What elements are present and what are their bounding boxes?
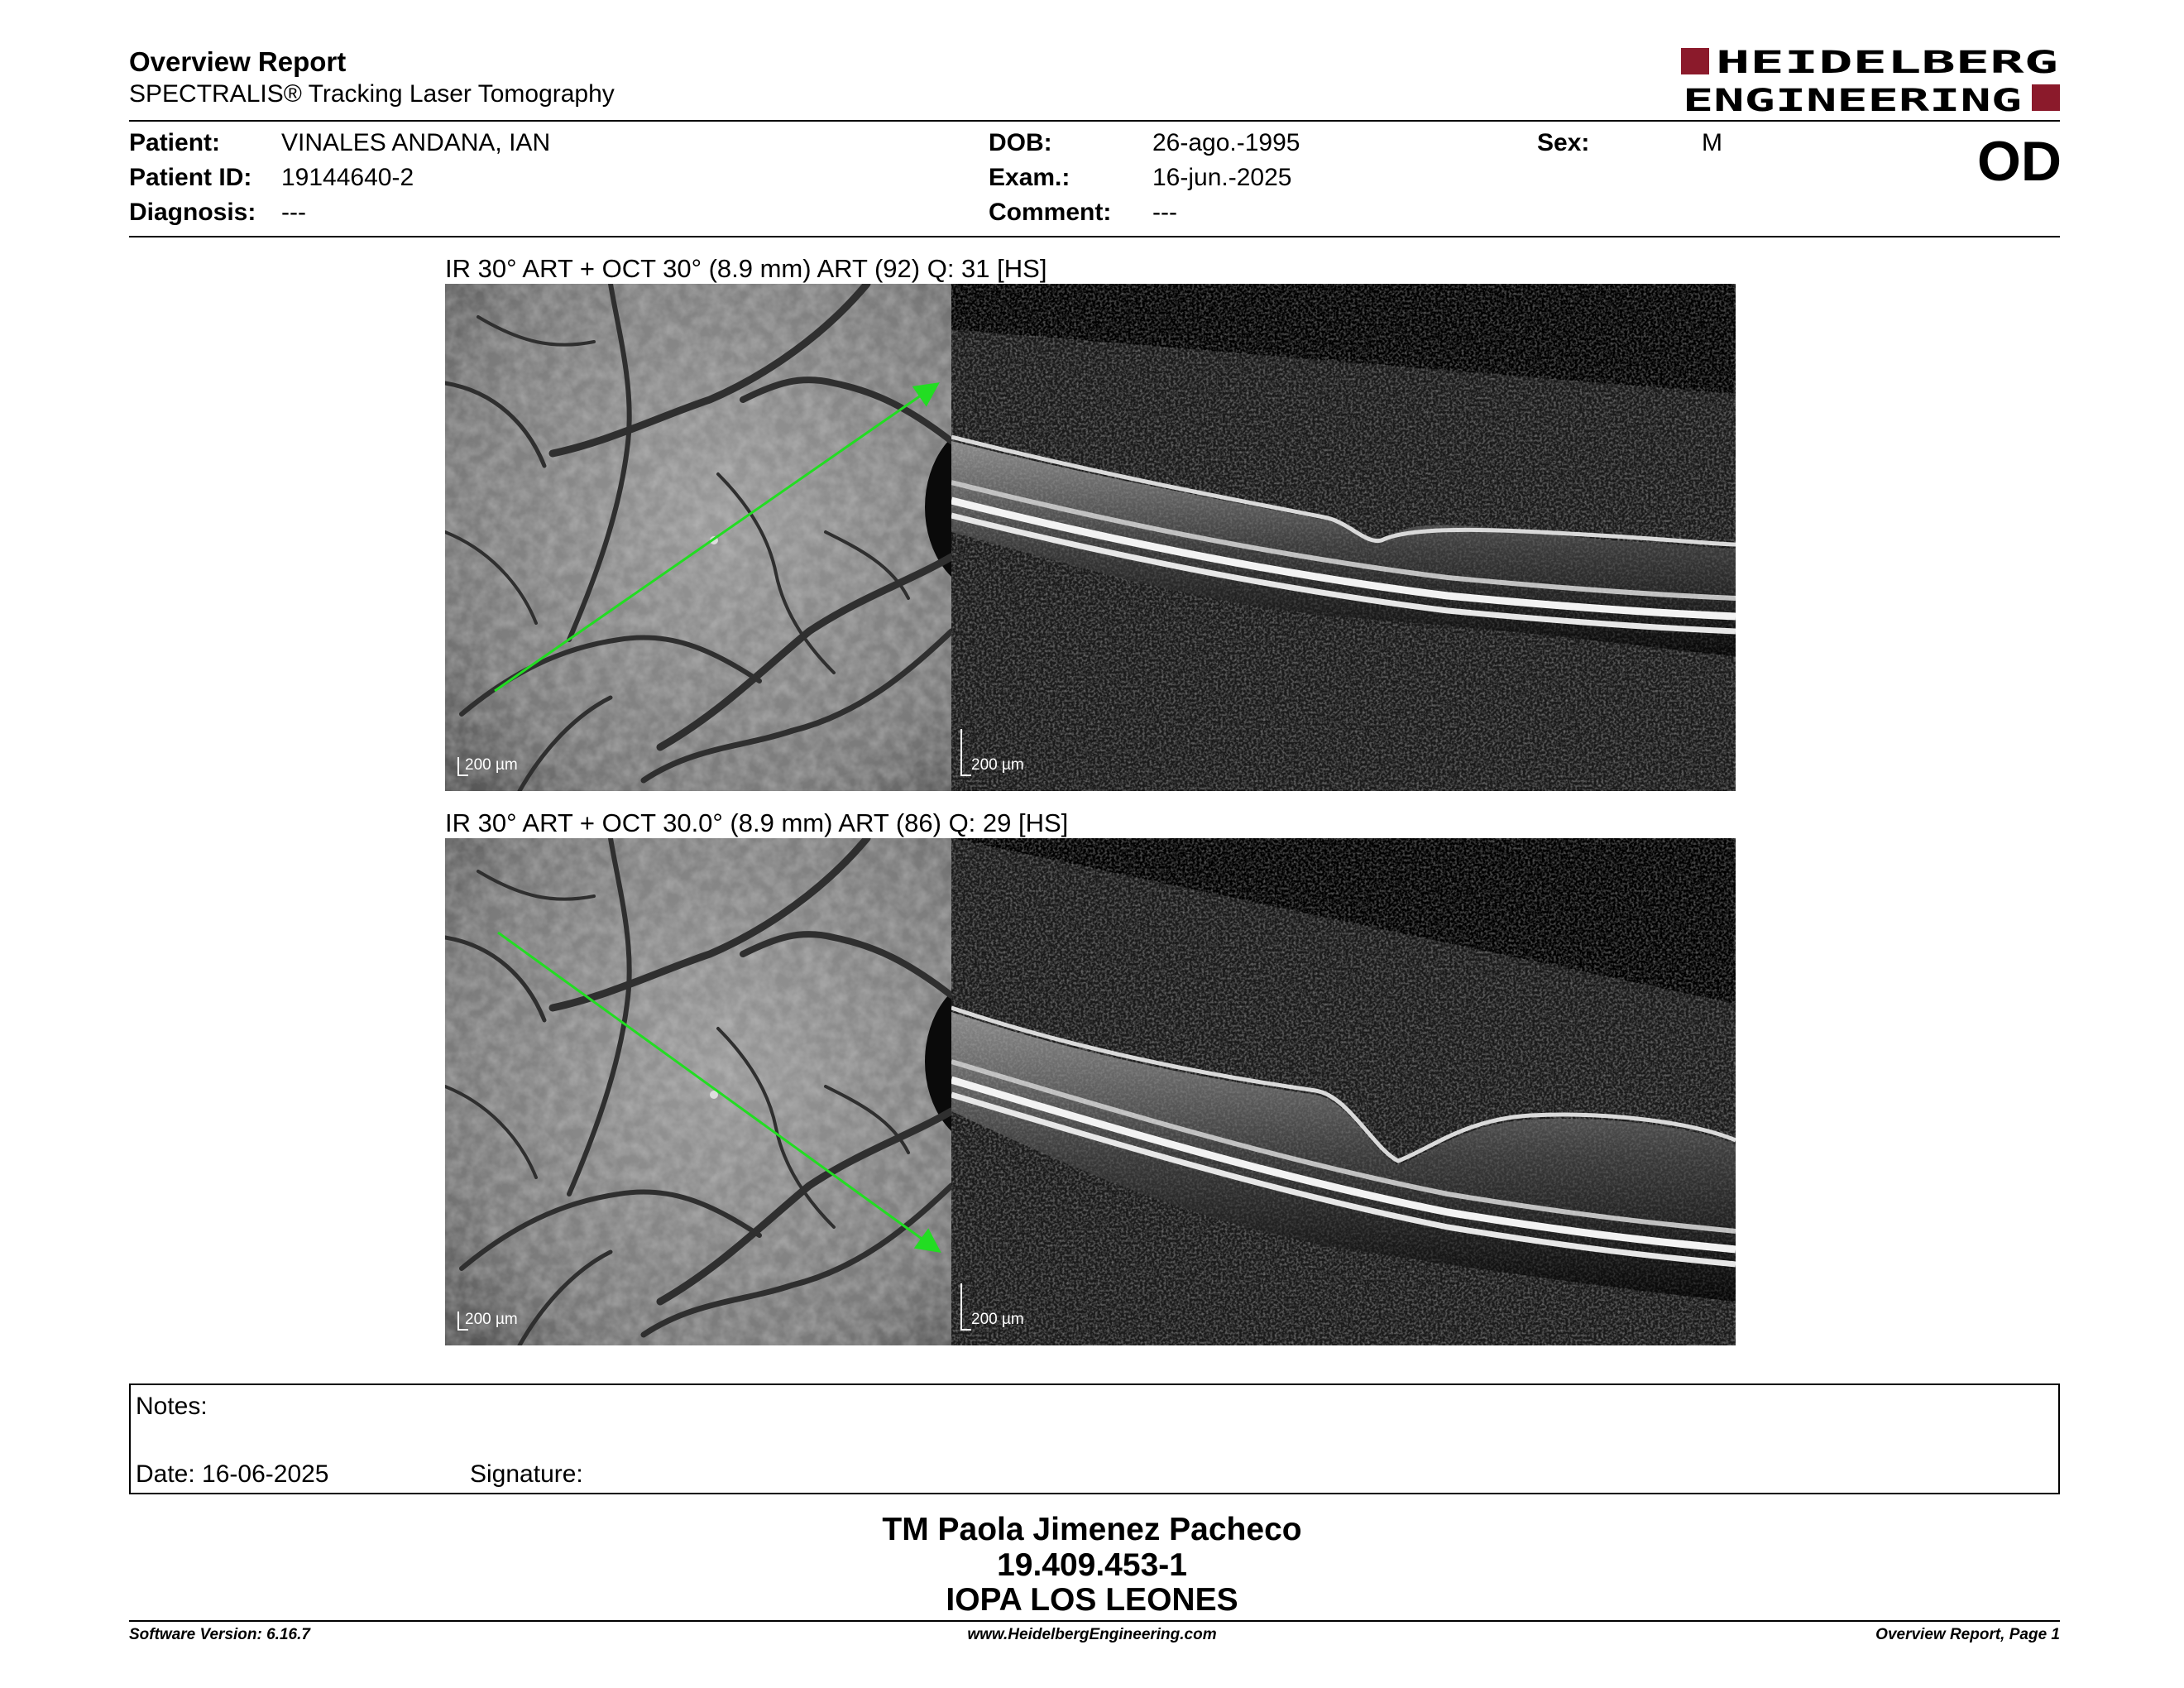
info-divider bbox=[129, 236, 2060, 237]
page-indicator: Overview Report, Page 1 bbox=[1875, 1626, 2060, 1643]
exam-label: Exam.: bbox=[989, 164, 1070, 191]
patient-id-label: Patient ID: bbox=[129, 164, 252, 191]
scan-1-oct-scale: 200 µm bbox=[971, 756, 1024, 774]
signer-rut: 19.409.453-1 bbox=[997, 1547, 1187, 1583]
eye-indicator: OD bbox=[1977, 130, 2062, 193]
diagnosis-label: Diagnosis: bbox=[129, 199, 256, 226]
comment-label: Comment: bbox=[989, 199, 1112, 226]
scan-1-fundus-scale: 200 µm bbox=[465, 756, 518, 774]
signer-name: TM Paola Jimenez Pacheco bbox=[882, 1512, 1302, 1547]
header-divider bbox=[129, 120, 2060, 122]
svg-text:ENGINEERING: ENGINEERING bbox=[1683, 83, 2022, 116]
signer-institution: IOPA LOS LEONES bbox=[946, 1582, 1238, 1618]
patient-name: VINALES ANDANA, IAN bbox=[281, 129, 551, 156]
scan-2-fundus-scale: 200 µm bbox=[465, 1311, 518, 1328]
scan-1-oct-image bbox=[951, 284, 1736, 791]
dob-value: 26-ago.-1995 bbox=[1152, 129, 1300, 156]
scan-1-title: IR 30° ART + OCT 30° (8.9 mm) ART (92) Q: 31 [HS] bbox=[445, 254, 1047, 283]
scan-1-fundus-image bbox=[445, 284, 951, 791]
notes-label: Notes: bbox=[136, 1393, 208, 1420]
svg-text:HEIDELBERG: HEIDELBERG bbox=[1716, 45, 2058, 80]
scan-2-oct-image bbox=[951, 838, 1736, 1345]
website-link[interactable]: www.HeidelbergEngineering.com bbox=[967, 1626, 1217, 1643]
software-version: Software Version: 6.16.7 bbox=[129, 1626, 310, 1643]
report-title: Overview Report bbox=[129, 46, 347, 77]
scan-2-title: IR 30° ART + OCT 30.0° (8.9 mm) ART (86) Q: 29 [HS] bbox=[445, 808, 1069, 837]
signature-label: Signature: bbox=[470, 1460, 583, 1488]
notes-date: Date: 16-06-2025 bbox=[136, 1460, 329, 1488]
patient-label: Patient: bbox=[129, 129, 221, 156]
patient-id: 19144640-2 bbox=[281, 164, 414, 191]
heidelberg-logo bbox=[1681, 45, 2062, 116]
footer-divider bbox=[129, 1620, 2060, 1622]
exam-date: 16-jun.-2025 bbox=[1152, 164, 1292, 191]
sex-label: Sex: bbox=[1537, 129, 1590, 156]
dob-label: DOB: bbox=[989, 129, 1052, 156]
scan-2-fundus-image bbox=[445, 838, 951, 1345]
sex-value: M bbox=[1702, 129, 1722, 156]
report-subtitle: SPECTRALIS® Tracking Laser Tomography bbox=[129, 80, 615, 108]
comment-value: --- bbox=[1152, 199, 1177, 226]
notes-box[interactable] bbox=[129, 1383, 2060, 1494]
diagnosis-value: --- bbox=[281, 199, 306, 226]
scan-2-oct-scale: 200 µm bbox=[971, 1311, 1024, 1328]
